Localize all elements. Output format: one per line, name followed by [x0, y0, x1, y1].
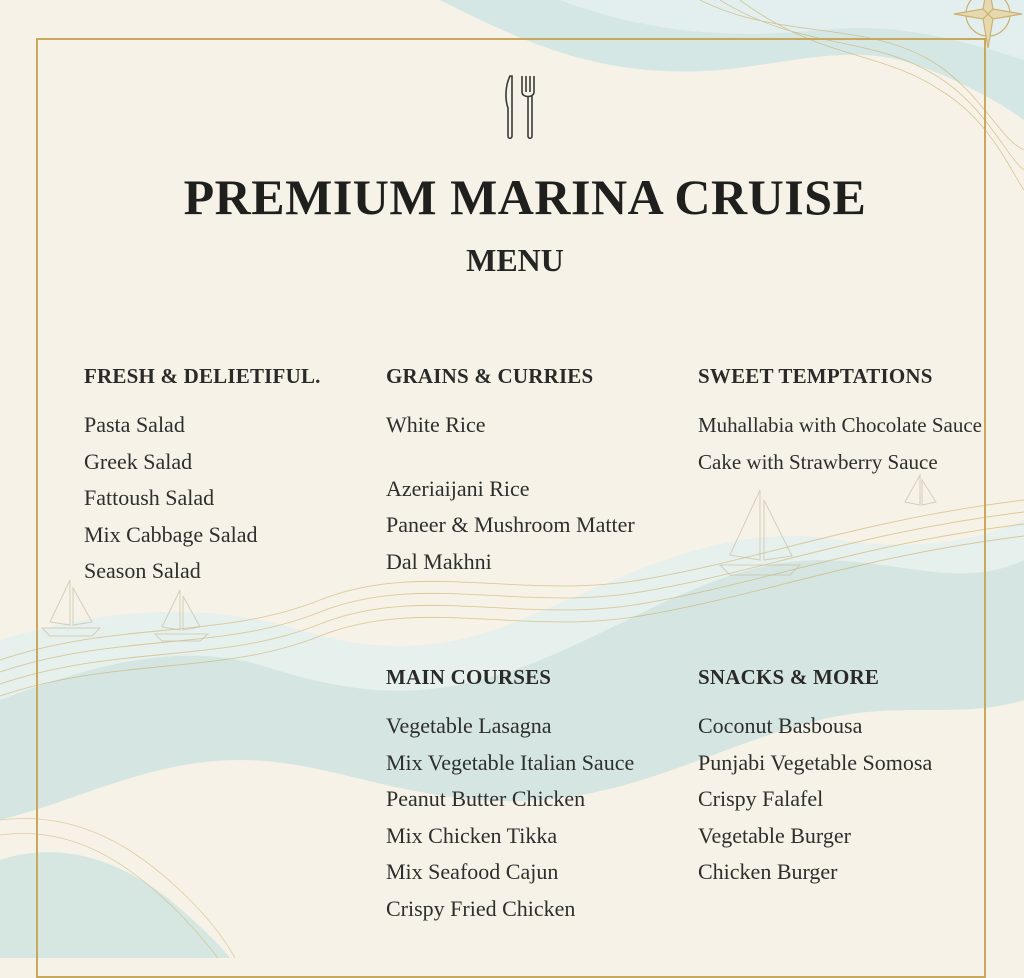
menu-item: Mix Seafood Cajun — [386, 859, 559, 884]
menu-item: White Rice — [386, 412, 486, 437]
menu-item: Crispy Fried Chicken — [386, 895, 576, 921]
section-heading: GRAINS & CURRIES — [386, 364, 594, 388]
menu-item: Fattoush Salad — [84, 485, 215, 510]
menu-item: Muhallabia with Chocolate Sauce — [698, 413, 983, 437]
section-grains-curries — [386, 364, 635, 580]
menu-subtitle: MENU — [466, 242, 564, 278]
menu-item: Punjabi Vegetable Somosa — [698, 749, 933, 775]
menu-item: Mix Chicken Tikka — [386, 822, 558, 848]
section-fresh-delightful — [84, 364, 321, 590]
section-heading: SNACKS & MORE — [698, 665, 880, 689]
section-main-courses — [386, 665, 634, 927]
menu-item: Pasta Salad — [84, 412, 185, 437]
menu-item: Vegetable Burger — [698, 822, 851, 848]
menu-item: Paneer & Mushroom Matter — [386, 512, 635, 537]
menu-item: Azeriaijani Rice — [386, 475, 530, 501]
menu-item: Crispy Falafel — [698, 786, 824, 811]
menu-item: Peanut Butter Chicken — [386, 786, 586, 811]
menu-item: Coconut Basbousa — [698, 713, 863, 738]
menu-item: Greek Salad — [84, 448, 193, 474]
section-heading: MAIN COURSES — [386, 665, 552, 689]
menu-item: Chicken Burger — [698, 859, 838, 884]
menu-item: Season Salad — [84, 558, 201, 583]
menu-item: Vegetable Lasagna — [386, 713, 552, 738]
menu-item: Cake with Strawberry Sauce — [698, 449, 938, 474]
section-sweet-temptations — [698, 364, 982, 480]
section-snacks-more — [698, 665, 932, 891]
menu-title: PREMIUM MARINA CRUISE — [183, 169, 867, 225]
knife-fork-icon — [502, 74, 536, 140]
section-heading: SWEET TEMPTATIONS — [698, 364, 933, 388]
menu-item: Mix Vegetable Italian Sauce — [386, 749, 635, 775]
menu-item: Mix Cabbage Salad — [84, 521, 258, 547]
section-heading: FRESH & DELIETIFUL. — [84, 364, 321, 388]
menu-item: Dal Makhni — [386, 548, 492, 574]
